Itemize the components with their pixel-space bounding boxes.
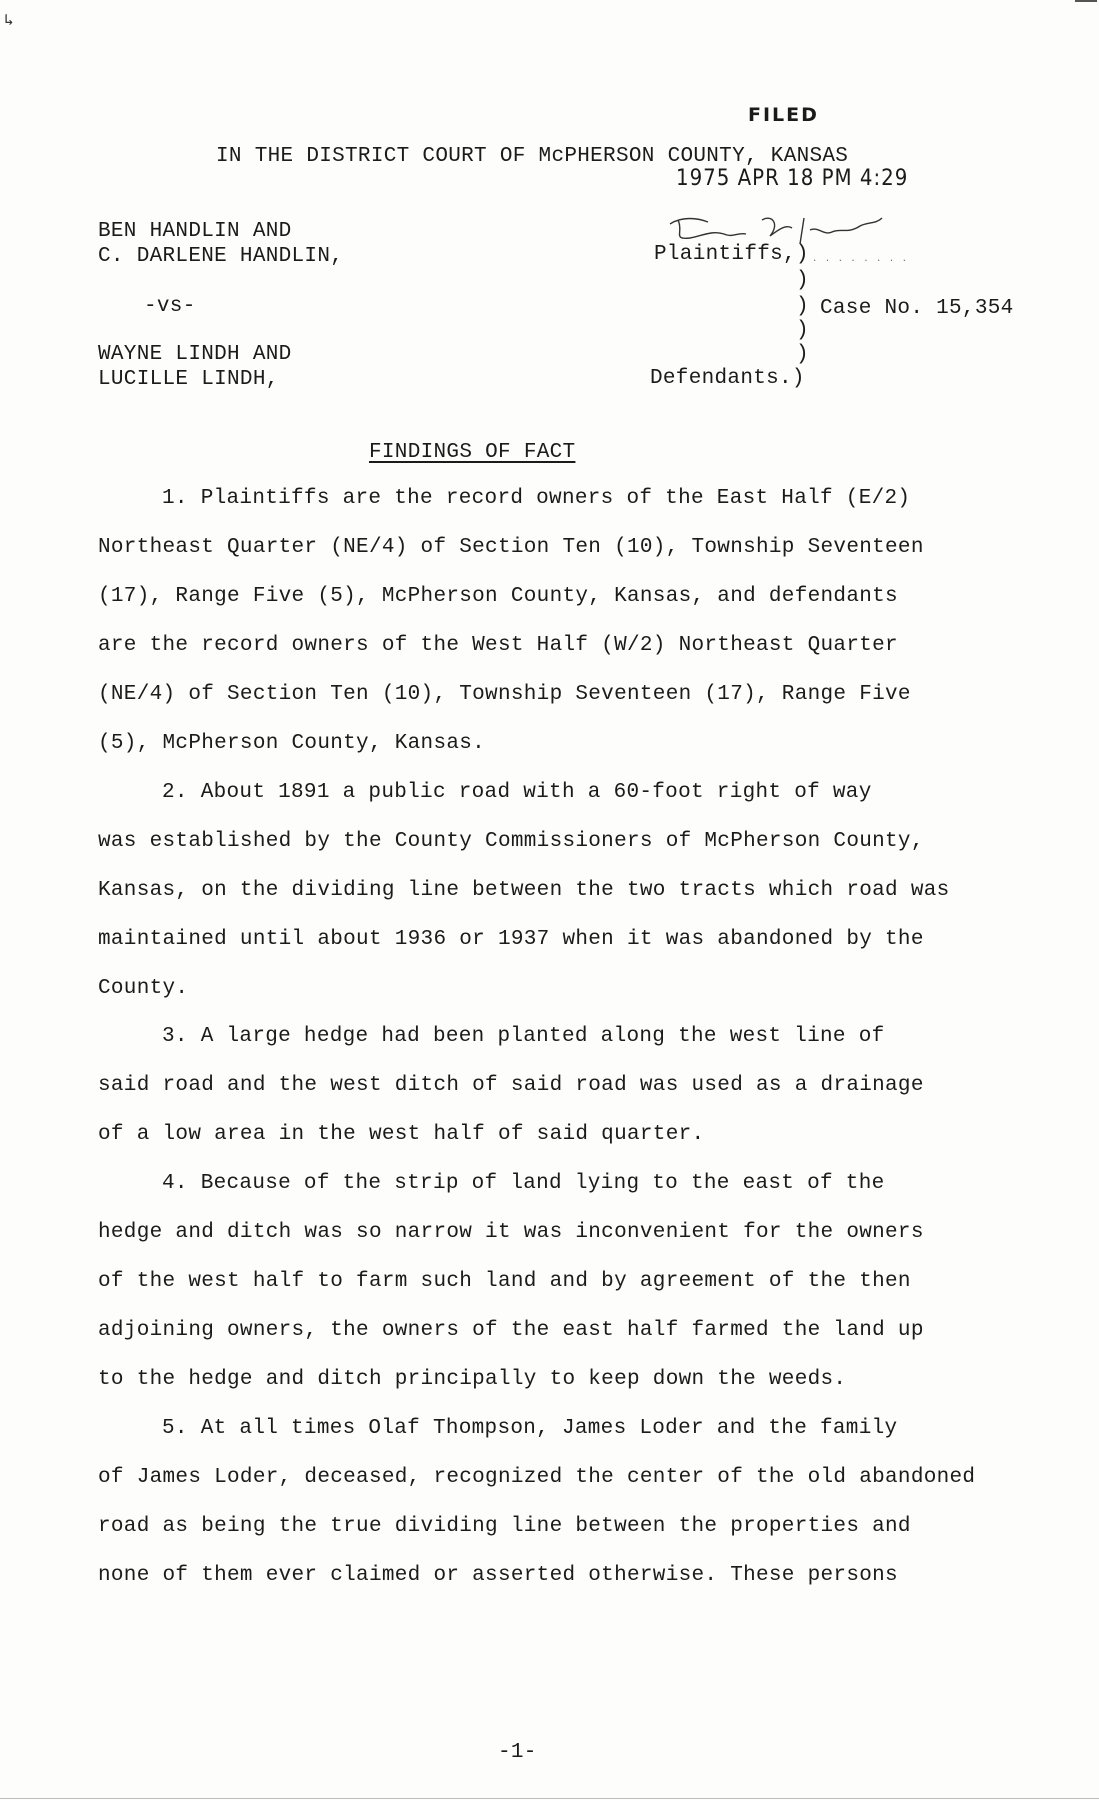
paragraph-line: of James Loder, deceased, recognized the center of the old abandoned xyxy=(98,1466,976,1489)
paragraph-line: 2. About 1891 a public road with a 60-foot right of way xyxy=(162,781,872,804)
caption-paren: ) xyxy=(796,269,809,292)
section-heading: FINDINGS OF FACT xyxy=(369,441,576,464)
paragraph-line: of a low area in the west half of said quarter. xyxy=(98,1123,705,1146)
defendant-name-line: WAYNE LINDH AND xyxy=(98,343,292,366)
paragraph-line: adjoining owners, the owners of the east half farmed the land up xyxy=(98,1319,924,1342)
paragraph-line: road as being the true dividing line between the properties and xyxy=(98,1515,911,1538)
corner-mark: ↳ xyxy=(4,12,14,30)
paragraph-line: (5), McPherson County, Kansas. xyxy=(98,732,486,755)
paragraph-line: 1. Plaintiffs are the record owners of the East Half (E/2) xyxy=(162,487,911,510)
page-number: -1- xyxy=(498,1741,537,1764)
versus-label: -vs- xyxy=(144,295,196,318)
court-title: IN THE DISTRICT COURT OF McPHERSON COUNTY, KANSAS xyxy=(216,145,849,168)
defendant-name-line: LUCILLE LINDH, xyxy=(98,368,279,391)
paragraph-line: maintained until about 1936 or 1937 when it was abandoned by the xyxy=(98,928,924,951)
filed-date-stamp: 1975 APR 18 PM 4:29 xyxy=(676,166,909,191)
caption-paren: ) xyxy=(796,319,809,342)
caption-paren: ) xyxy=(796,295,809,318)
paragraph-line: Kansas, on the dividing line between the two tracts which road was xyxy=(98,879,950,902)
paragraph-line: none of them ever claimed or asserted otherwise. These persons xyxy=(98,1564,898,1587)
clerk-smudge: · · · · · · · · xyxy=(812,256,909,266)
paragraph-line: to the hedge and ditch principally to keep down the weeds. xyxy=(98,1368,847,1391)
filed-stamp: FILED xyxy=(748,104,819,126)
paragraph-line: Northeast Quarter (NE/4) of Section Ten (10), Township Seventeen xyxy=(98,536,924,559)
plaintiff-name-line: C. DARLENE HANDLIN, xyxy=(98,245,344,268)
paragraph-line: are the record owners of the West Half (W/2) Northeast Quarter xyxy=(98,634,898,657)
paragraph-line: 3. A large hedge had been planted along the west line of xyxy=(162,1025,885,1048)
paragraph-line: of the west half to farm such land and by agreement of the then xyxy=(98,1270,911,1293)
paragraph-line: hedge and ditch was so narrow it was inconvenient for the owners xyxy=(98,1221,924,1244)
paragraph-line: (17), Range Five (5), McPherson County, Kansas, and defendants xyxy=(98,585,898,608)
paragraph-line: was established by the County Commissioners of McPherson County, xyxy=(98,830,924,853)
paragraph-line: (NE/4) of Section Ten (10), Township Seventeen (17), Range Five xyxy=(98,683,911,706)
paragraph-line: 4. Because of the strip of land lying to the east of the xyxy=(162,1172,885,1195)
defendants-label: Defendants.) xyxy=(650,367,805,390)
page-bottom-edge xyxy=(0,1798,1099,1799)
paragraph-line: 5. At all times Olaf Thompson, James Loder and the family xyxy=(162,1417,898,1440)
plaintiff-name-line: BEN HANDLIN AND xyxy=(98,220,292,243)
paragraph-line: said road and the west ditch of said road was used as a drainage xyxy=(98,1074,924,1097)
edge-mark xyxy=(1075,0,1097,2)
case-number: Case No. 15,354 xyxy=(820,297,1014,320)
paragraph-line: County. xyxy=(98,977,189,1000)
caption-paren: ) xyxy=(796,343,809,366)
plaintiffs-label: Plaintiffs,) xyxy=(654,243,809,266)
